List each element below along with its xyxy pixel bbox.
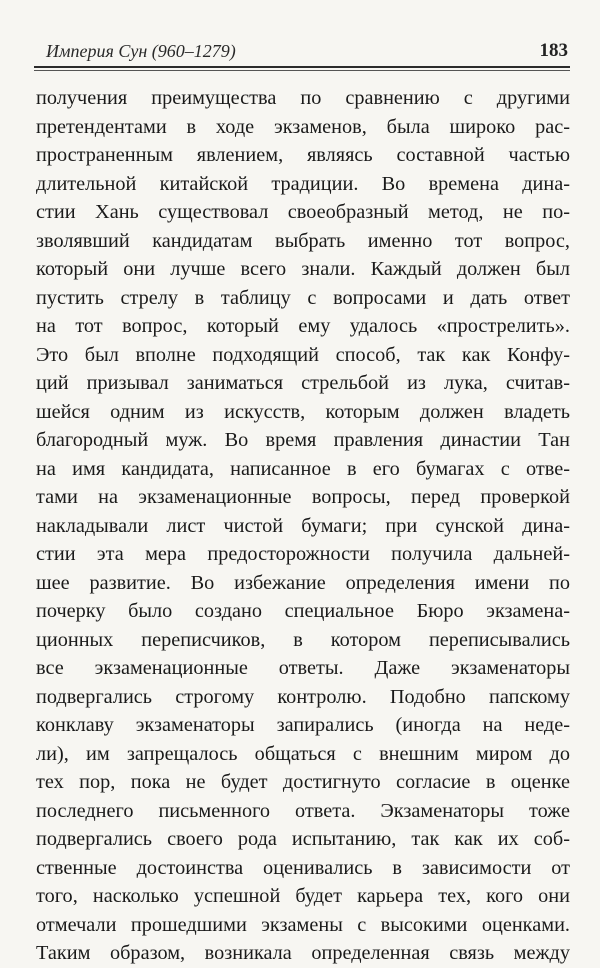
text-line: подвергались строгому контролю. Подобно папскому: [36, 685, 570, 708]
text-line: претендентами в ходе экзаменов, была широко рас-: [36, 115, 570, 138]
text-line: на имя кандидата, написанное в его бумагах с отве-: [36, 457, 570, 480]
text-line: шейся одним из искусств, которым должен владеть: [36, 400, 570, 423]
page-number: 183: [539, 40, 568, 61]
text-line: ли), им запрещалось общаться с внешним миром до: [36, 742, 570, 765]
text-line: ционных переписчиков, в котором переписывались: [36, 628, 570, 651]
text-line: на тот вопрос, который ему удалось «прострелить».: [36, 315, 570, 337]
text-line: длительной китайской традиции. Во времена дина-: [36, 172, 570, 195]
text-line: ственные достоинства оценивались в зависимости от: [36, 856, 570, 879]
text-line: шее развитие. Во избежание определения имени по: [36, 571, 570, 594]
text-line: тех пор, пока не будет достигнуто согласие в оценке: [36, 771, 570, 793]
header-rule: [34, 66, 570, 68]
text-line: пространенным явлением, являясь составной частью: [36, 144, 570, 166]
text-line: получения преимущества по сравнению с другими: [36, 87, 570, 109]
text-line: пустить стрелу в таблицу с вопросами и дать ответ: [36, 286, 570, 309]
text-line: который они лучше всего знали. Каждый должен был: [36, 258, 570, 280]
text-line: зволявший кандидатам выбрать именно тот вопрос,: [36, 229, 570, 252]
text-line: стии эта мера предосторожности получила дальней-: [36, 543, 570, 565]
running-head: Империя Сун (960–1279): [46, 41, 236, 61]
page-header: [40, 26, 568, 62]
text-line: Таким образом, возникала определенная связь между: [36, 942, 570, 964]
text-line: последнего письменного ответа. Экзаменаторы тоже: [36, 799, 570, 822]
text-line: отмечали прошедшими экзамены с высокими оценками.: [36, 913, 570, 936]
text-line: благородный муж. Во время правления династии Тан: [36, 429, 570, 451]
text-line: Это был вполне подходящий способ, так как Конфу-: [36, 343, 570, 366]
body-text: [36, 84, 570, 968]
text-line: тами на экзаменационные вопросы, перед проверкой: [36, 486, 570, 508]
text-line: почерку было создано специальное Бюро экзамена-: [36, 600, 570, 622]
header-rule-thin: [34, 70, 570, 71]
text-line: конклаву экзаменаторы запирались (иногда на неде-: [36, 714, 570, 736]
text-line: все экзаменационные ответы. Даже экзаменаторы: [36, 657, 570, 679]
text-line: накладывали лист чистой бумаги; при сунской дина-: [36, 514, 570, 537]
text-line: ций призывал заниматься стрельбой из лука, считав-: [36, 372, 570, 394]
text-line: стии Хань существовал своеобразный метод, не по-: [36, 201, 570, 223]
text-line: того, насколько успешной будет карьера тех, кого они: [36, 885, 570, 907]
text-line: подвергались своего рода испытанию, так как их соб-: [36, 828, 570, 850]
